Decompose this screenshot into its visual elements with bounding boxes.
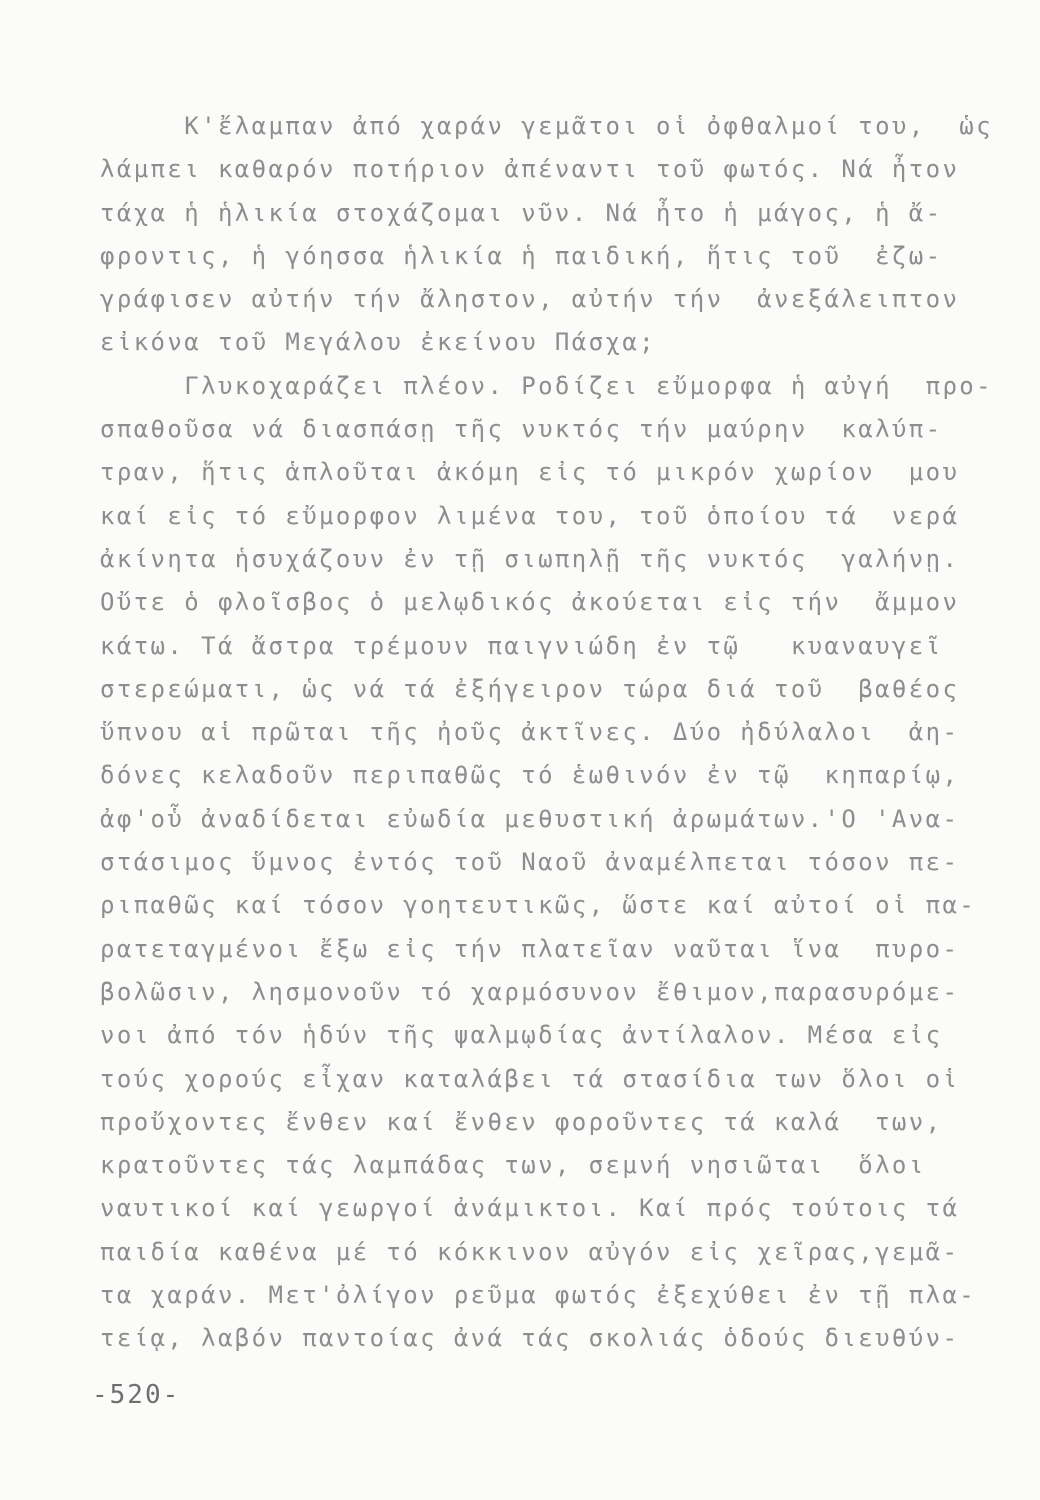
text-line: παιδία καθένα μέ τό κόκκινον αὐγόν εἰς χεῖρας,γεμᾶ- (100, 1237, 960, 1266)
text-line: ὕπνου αἱ πρῶται τῆς ἠοῦς ἀκτῖνες. Δύο ἠδύλαλοι ἀη- (100, 718, 960, 747)
text-line: κάτω. Τά ἄστρα τρέμουν παιγνιώδη ἐν τῷ κυαναυγεῖ (100, 631, 943, 660)
text-line: βολῶσιν, λησμονοῦν τό χαρμόσυνον ἔθιμον,παρασυρόμε- (100, 977, 960, 1006)
text-line: ναυτικοί καί γεωργοί ἀνάμικτοι. Καί πρός τούτοις τά (100, 1194, 960, 1223)
text-line: ἀφ'οὗ ἀναδίδεται εὐωδία μεθυστική ἀρωμάτων.'Ο 'Ανα- (100, 804, 960, 833)
text-line: προὔχοντες ἔνθεν καί ἔνθεν φοροῦντες τά καλά των, (100, 1107, 943, 1136)
text-line: τάχα ἡ ἡλικία στοχάζομαι νῦν. Νά ἦτο ἡ μάγος, ἡ ἄ- (100, 198, 943, 227)
text-line: λάμπει καθαρόν ποτήριον ἀπέναντι τοῦ φωτός. Νά ἦτον (100, 155, 960, 184)
text-line: καί εἰς τό εὔμορφον λιμένα του, τοῦ ὁποίου τά νερά (100, 501, 960, 530)
text-line: φροντις, ἡ γόησσα ἡλικία ἡ παιδική, ἥτις τοῦ ἐζω- (100, 241, 943, 270)
text-line: τα χαράν. Μετ'ὀλίγον ρεῦμα φωτός ἐξεχύθει ἐν τῇ πλα- (100, 1281, 977, 1310)
text-line: τούς χορούς εἶχαν καταλάβει τά στασίδια των ὅλοι οἱ (100, 1064, 960, 1093)
text-line: στάσιμος ὕμνος ἐντός τοῦ Ναοῦ ἀναμέλπεται τόσον πε- (100, 848, 960, 877)
page-number: -520- (92, 1380, 181, 1410)
text-line: γράφισεν αὐτήν τήν ἄληστον, αὐτήν τήν ἀνεξάλειπτον (100, 285, 960, 314)
text-line: κρατοῦντες τάς λαμπάδας των, σεμνή νησιῶται ὅλοι (100, 1151, 926, 1180)
text-line: Οὔτε ὁ φλοῖσβος ὁ μελῳδικός ἀκούεται εἰς τήν ἄμμον (100, 588, 960, 617)
text-line: Γλυκοχαράζει πλέον. Ροδίζει εὔμορφα ἡ αὐγή προ- (100, 371, 994, 400)
text-line: ρατεταγμένοι ἔξω εἰς τήν πλατεῖαν ναῦται ἵνα πυρο- (100, 934, 960, 963)
text-line: σπαθοῦσα νά διασπάσῃ τῆς νυκτός τήν μαύρην καλύπ- (100, 415, 943, 444)
text-line: τραν, ἥτις ἁπλοῦται ἀκόμη εἰς τό μικρόν χωρίον μου (100, 458, 960, 487)
body-text (100, 105, 1000, 1361)
text-line: K'ἔλαμπαν ἀπό χαράν γεμᾶτοι οἱ ὀφθαλμοί του, ὡς (100, 112, 994, 140)
text-line: ἀκίνητα ἡσυχάζουν ἐν τῇ σιωπηλῇ τῆς νυκτός γαλήνῃ. (100, 544, 960, 573)
text-line: τείᾳ, λαβόν παντοίας ἀνά τάς σκολιάς ὁδούς διευθύν- (100, 1324, 960, 1353)
text-line: δόνες κελαδοῦν περιπαθῶς τό ἑωθινόν ἐν τῷ κηπαρίῳ, (100, 761, 960, 790)
text-line: στερεώματι, ὡς νά τά ἐξήγειρον τώρα διά τοῦ βαθέος (100, 674, 960, 703)
text-line: εἰκόνα τοῦ Μεγάλου ἐκείνου Πάσχα; (100, 328, 657, 357)
text-line: νοι ἀπό τόν ἡδύν τῆς ψαλμῳδίας ἀντίλαλον. Μέσα εἰς (100, 1021, 943, 1050)
text-line: ριπαθῶς καί τόσον γοητευτικῶς, ὥστε καί αὐτοί οἱ πα- (100, 891, 977, 920)
